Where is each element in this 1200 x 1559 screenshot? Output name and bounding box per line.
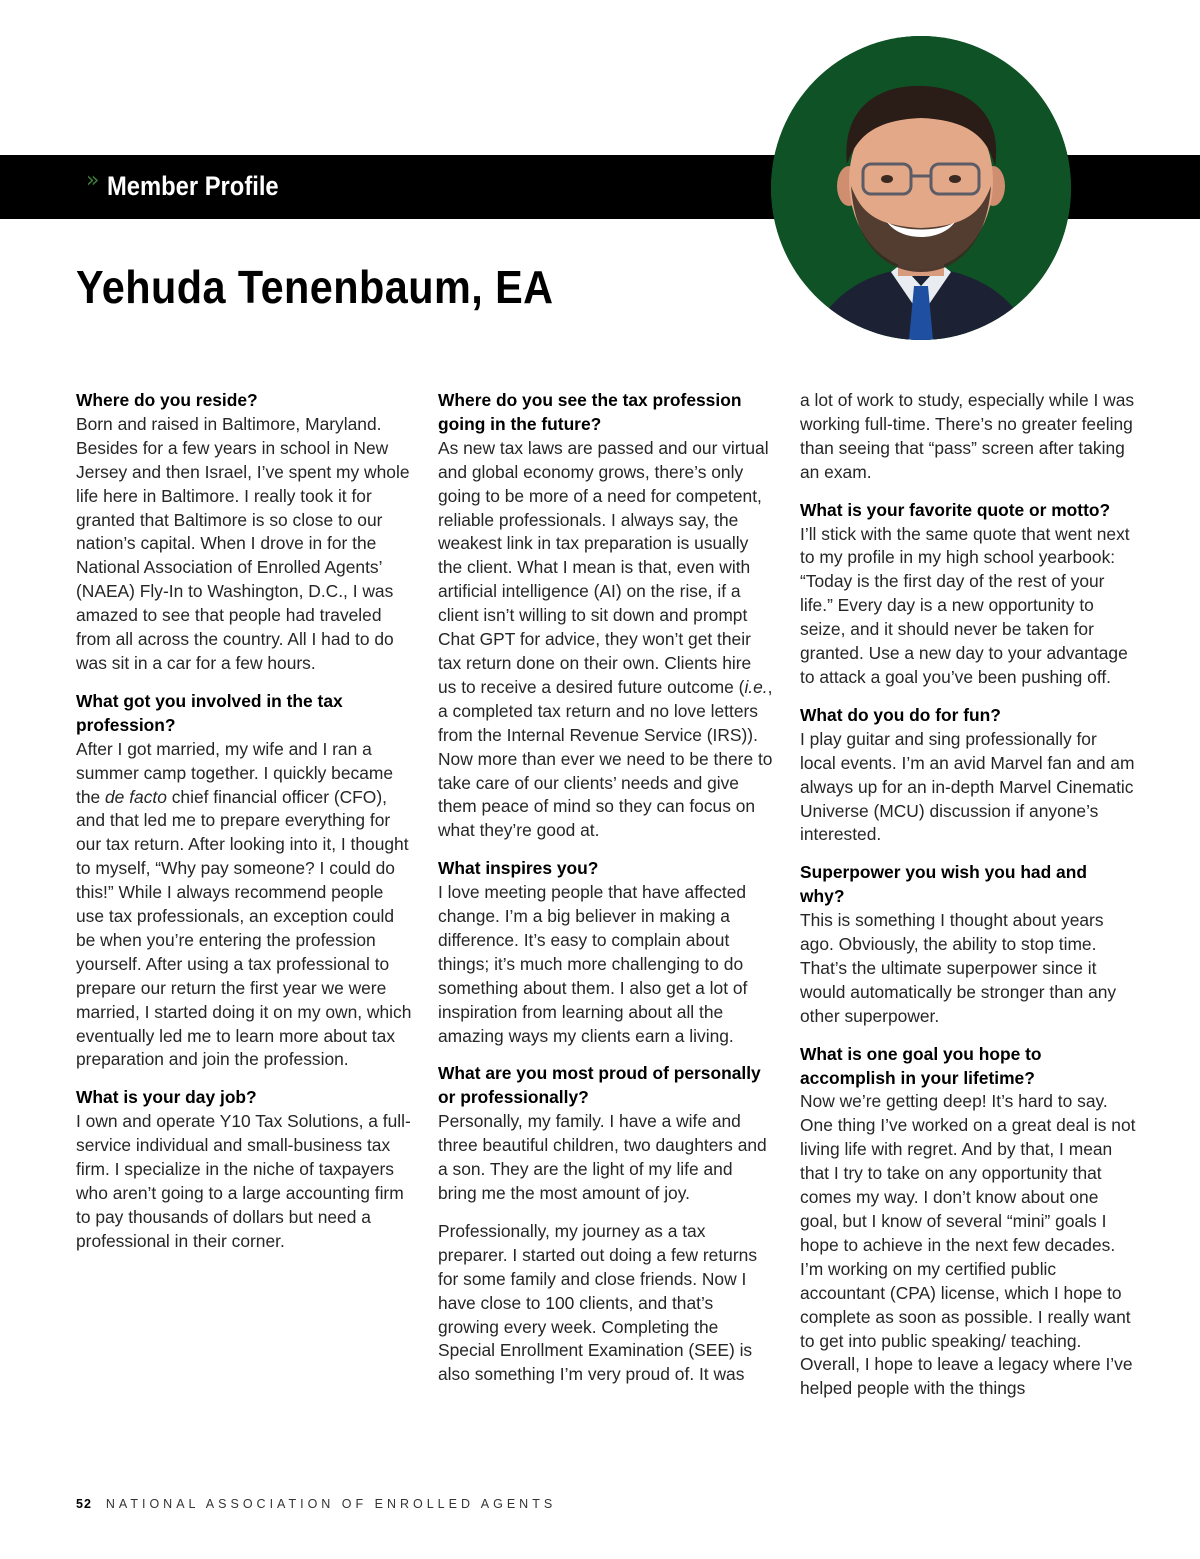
answer-proud-personal: Personally, my family. I have a wife and three beautiful children, two daughters and a son. They are the light of my life and bring me the most amount of joy. bbox=[438, 1111, 767, 1203]
question-fun: What do you do for fun? bbox=[800, 704, 1001, 725]
answer-day-job: I own and operate Y10 Tax Solutions, a full-service individual and small-business tax firm. I specialize in the niche of taxpayers who aren’t going to a large accounting firm to pay thousands of dollars but need a professional in their corner. bbox=[76, 1111, 411, 1251]
answer-proud-professional: Professionally, my journey as a tax preparer. I started out doing a few returns for some family and close friends. Now I have close to 100 clients, and that’s growing every week. Completing the Special Enrollment Examination (SEE) is also something I’m very proud of. It was bbox=[438, 1220, 758, 1385]
answer-fun: I play guitar and sing professionally for local events. I’m an avid Marvel fan and am always up for an in-depth Marvel Cinematic Universe (MCU) discussion if anyone’s interested. bbox=[800, 728, 1135, 845]
answer-inspires: I love meeting people that have affected change. I’m a big believer in making a difference. It’s easy to complain about things; it’s much more challenging to do something about them. I also get a lot of inspiration from learning about all the amazing ways my clients earn a living. bbox=[438, 882, 748, 1046]
question-reside: Where do you reside? bbox=[76, 390, 258, 410]
answer-reside: Born and raised in Baltimore, Maryland. Besides for a few years in school in New Jersey and then Israel, I’ve spent my whole life here in Baltimore. I really took it for granted that Baltimore is so close to our nation’s capital. When I drove in for the National Association of Enrolled Agents’ (NAEA) Fly-In to Washington, D.C., I was amazed to see that people had traveled from all across the country. All I had to do was sit in a car for a few hours. bbox=[76, 413, 410, 673]
answer-goal: Now we’re getting deep! It’s hard to say. One thing I’ve worked on a great deal is not living life with regret. And by that, I mean that I try to take on any opportunity that comes my way. I don’t know about one goal, but I know of several “mini” goals I hope to achieve in the next few decades. I’m working on my certified public accountant (CPA) license, which I hope to complete as soon as possible. I really want to get into public speaking/ teaching. Overall, I hope to leave a legacy where I’ve helped people with the things bbox=[800, 1091, 1136, 1399]
page-footer bbox=[76, 1497, 556, 1511]
page-number: 52 bbox=[76, 1497, 92, 1511]
question-future: Where do you see the tax profession going in the future? bbox=[438, 390, 742, 434]
answer-quote: I’ll stick with the same quote that went next to my profile in my high school yearbook: “Today is the first day of the rest of your life.” Every day is a new opportunity to seize, and it should never be taken for granted. Use a new day to your advantage to attack a goal you’ve been pushing off. bbox=[800, 523, 1130, 687]
section-label: Member Profile bbox=[107, 171, 279, 201]
question-superpower: Superpower you wish you had and why? bbox=[800, 862, 1087, 907]
column-2 bbox=[438, 389, 774, 1401]
portrait-illustration bbox=[771, 36, 1071, 340]
profile-name: Yehuda Tenenbaum, EA bbox=[76, 261, 554, 313]
question-proud: What are you most proud of personally or professionally? bbox=[438, 1063, 761, 1108]
answer-future: As new tax laws are passed and our virtual and global economy grows, there’s only going to be more of a need for competent, reliable professionals. I always say, the weakest link in tax preparation is usually the client. What I mean is that, even with artificial intelligence (AI) on the rise, if a client isn’t willing to sit down and prompt Chat GPT for advice, they won’t get their tax return done on their own. Clients hire us to receive a desired future outcome (i.e., a completed tax return and no love letters from the Internal Revenue Service (IRS)). Now more than ever we need to be there to take care of our clients’ needs and give them peace of mind so they can focus on what they’re good at. bbox=[438, 437, 773, 841]
double-chevron-right-icon: » bbox=[86, 168, 100, 193]
question-goal: What is one goal you hope to accomplish in your lifetime? bbox=[800, 1043, 1042, 1088]
column-1 bbox=[76, 389, 412, 1268]
answer-proud-continued: a lot of work to study, especially while I was working full-time. There’s no greater feeling than seeing that “pass” screen after taking an exam. bbox=[800, 390, 1135, 482]
question-involved: What got you involved in the tax profession? bbox=[76, 690, 343, 735]
profile-photo bbox=[771, 36, 1071, 340]
question-inspires: What inspires you? bbox=[438, 858, 599, 879]
answer-superpower: This is something I thought about years ago. Obviously, the ability to stop time. That’s the ultimate superpower since it would automatically be stronger than any other superpower. bbox=[800, 910, 1117, 1026]
publication-name: NATIONAL ASSOCIATION OF ENROLLED AGENTS bbox=[105, 1497, 557, 1511]
question-day-job: What is your day job? bbox=[76, 1087, 257, 1108]
question-quote: What is your favorite quote or motto? bbox=[800, 499, 1111, 520]
column-3 bbox=[800, 389, 1136, 1415]
answer-involved: After I got married, my wife and I ran a summer camp together. I quickly became the de facto chief financial officer (CFO), and that led me to prepare everything for our tax return. After looking into it, I thought to myself, “Why pay someone? I could do this!” While I always recommend people use tax professionals, an exception could be when you’re entering the profession yourself. After using a tax professional to prepare our return the first year we were married, I started doing it on my own, which eventually led me to learn more about tax preparation and join the profession. bbox=[76, 738, 412, 1070]
